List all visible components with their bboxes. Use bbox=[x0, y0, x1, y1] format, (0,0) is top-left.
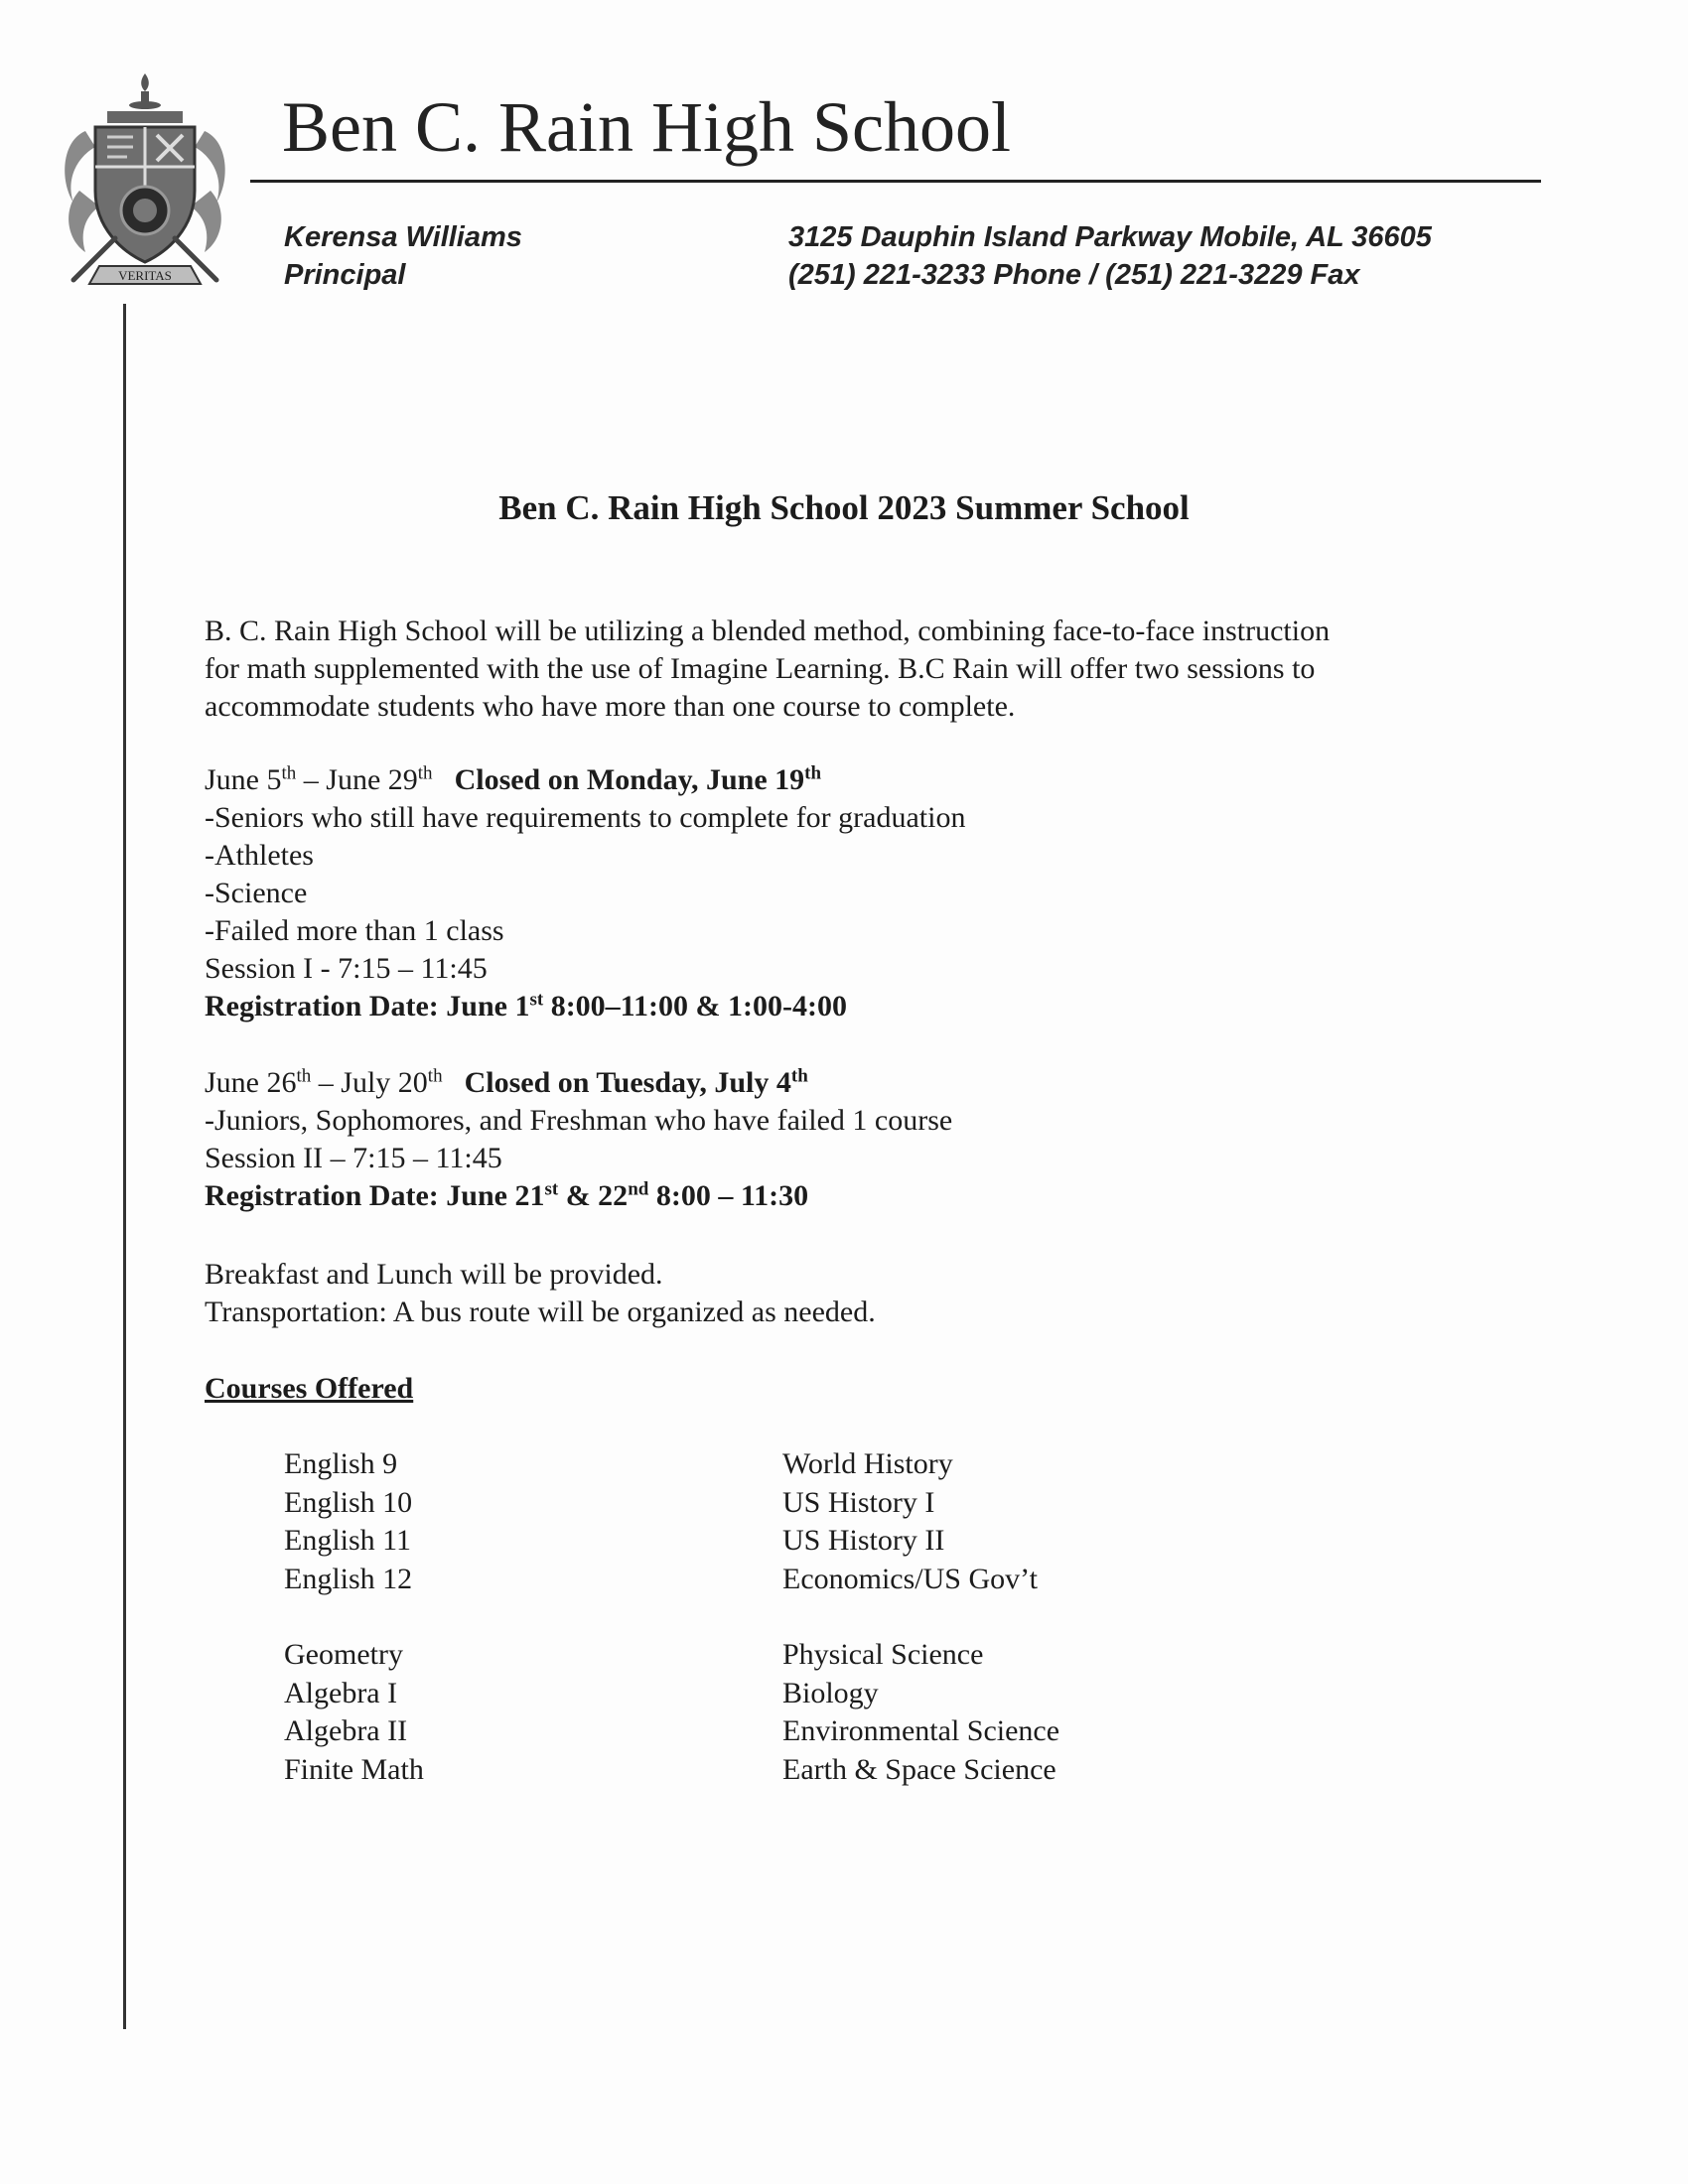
course-item: English 11 bbox=[284, 1524, 412, 1557]
intro-line: for math supplemented with the use of Imagine Learning. B.C Rain will offer two sessions to bbox=[205, 652, 1316, 685]
crest-motto: VERITAS bbox=[118, 268, 172, 283]
session2-registration bbox=[205, 1177, 952, 1215]
ordinal-suffix: th bbox=[804, 762, 822, 784]
session1-start: June 5 bbox=[205, 763, 282, 796]
meals-note: Breakfast and Lunch will be provided. bbox=[205, 1258, 663, 1291]
ordinal-suffix: st bbox=[529, 989, 544, 1011]
courses-heading: Courses Offered bbox=[205, 1372, 414, 1405]
course-item: Economics/US Gov’t bbox=[782, 1562, 1038, 1595]
session2-closed: Closed on Tuesday, July 4 bbox=[464, 1066, 791, 1099]
course-list-history bbox=[782, 1445, 1038, 1598]
session1-registration bbox=[205, 988, 965, 1025]
school-name: Ben C. Rain High School bbox=[282, 87, 1011, 167]
session1-time: Session I - 7:15 – 11:45 bbox=[205, 952, 488, 985]
registration-hours: 8:00–11:00 & 1:00-4:00 bbox=[543, 990, 847, 1023]
school-crest-logo bbox=[56, 71, 234, 300]
session2-end: – July 20 bbox=[311, 1066, 428, 1099]
course-item: Environmental Science bbox=[782, 1714, 1060, 1747]
session1-dates bbox=[205, 761, 965, 799]
header-rule bbox=[250, 180, 1541, 183]
registration-date: & 22 bbox=[558, 1179, 629, 1212]
course-item: World History bbox=[782, 1447, 953, 1480]
ordinal-suffix: st bbox=[544, 1178, 559, 1200]
session2-item: -Juniors, Sophomores, and Freshman who have failed 1 course bbox=[205, 1104, 953, 1137]
course-item: US History II bbox=[782, 1524, 945, 1557]
principal-name: Kerensa Williams bbox=[284, 221, 522, 253]
session1-item: -Failed more than 1 class bbox=[205, 914, 504, 947]
course-item: English 10 bbox=[284, 1485, 413, 1519]
session2-time: Session II – 7:15 – 11:45 bbox=[205, 1142, 502, 1174]
session1-item: -Science bbox=[205, 877, 308, 909]
course-item: English 12 bbox=[284, 1562, 413, 1595]
course-item: Algebra I bbox=[284, 1676, 398, 1709]
ordinal-suffix: th bbox=[790, 1065, 808, 1087]
registration-hours: 8:00 – 11:30 bbox=[648, 1179, 809, 1212]
principal-block bbox=[284, 218, 522, 294]
school-phone-fax: (251) 221-3233 Phone / (251) 221-3229 Fax bbox=[788, 259, 1360, 291]
transportation-note: Transportation: A bus route will be organized as needed. bbox=[205, 1296, 876, 1328]
ordinal-suffix: nd bbox=[628, 1178, 649, 1200]
ordinal-suffix: th bbox=[281, 762, 297, 784]
session2-block bbox=[205, 1064, 952, 1215]
course-item: Geometry bbox=[284, 1638, 403, 1671]
document-title: Ben C. Rain High School 2023 Summer School bbox=[498, 488, 1190, 527]
course-item: Physical Science bbox=[782, 1638, 984, 1671]
session1-item: -Athletes bbox=[205, 839, 314, 872]
ordinal-suffix: th bbox=[296, 1065, 312, 1087]
session1-end: – June 29 bbox=[296, 763, 418, 796]
intro-line: accommodate students who have more than one course to complete. bbox=[205, 690, 1016, 723]
course-list-math bbox=[284, 1636, 424, 1789]
margin-rule bbox=[123, 304, 126, 2029]
course-item: Earth & Space Science bbox=[782, 1752, 1056, 1786]
intro-paragraph bbox=[205, 613, 1330, 726]
principal-title: Principal bbox=[284, 259, 406, 291]
notes-block bbox=[205, 1256, 876, 1331]
course-item: Biology bbox=[782, 1676, 879, 1709]
course-list-science bbox=[782, 1636, 1059, 1789]
session1-block bbox=[205, 761, 965, 1025]
session2-dates bbox=[205, 1064, 952, 1102]
registration-date: Registration Date: June 21 bbox=[205, 1179, 545, 1212]
ordinal-suffix: th bbox=[427, 1065, 443, 1087]
course-item: Algebra II bbox=[284, 1714, 408, 1747]
course-item: US History I bbox=[782, 1485, 935, 1519]
course-item: English 9 bbox=[284, 1447, 398, 1480]
session2-start: June 26 bbox=[205, 1066, 297, 1099]
registration-date: Registration Date: June 1 bbox=[205, 990, 530, 1023]
course-list-english bbox=[284, 1445, 412, 1598]
course-item: Finite Math bbox=[284, 1752, 424, 1786]
session1-closed: Closed on Monday, June 19 bbox=[454, 763, 805, 796]
intro-line: B. C. Rain High School will be utilizing a blended method, combining face-to-face instruction bbox=[205, 614, 1331, 647]
contact-block bbox=[788, 218, 1432, 294]
session1-item: -Seniors who still have requirements to complete for graduation bbox=[205, 801, 966, 834]
ordinal-suffix: th bbox=[417, 762, 433, 784]
school-address: 3125 Dauphin Island Parkway Mobile, AL 36605 bbox=[788, 221, 1432, 253]
